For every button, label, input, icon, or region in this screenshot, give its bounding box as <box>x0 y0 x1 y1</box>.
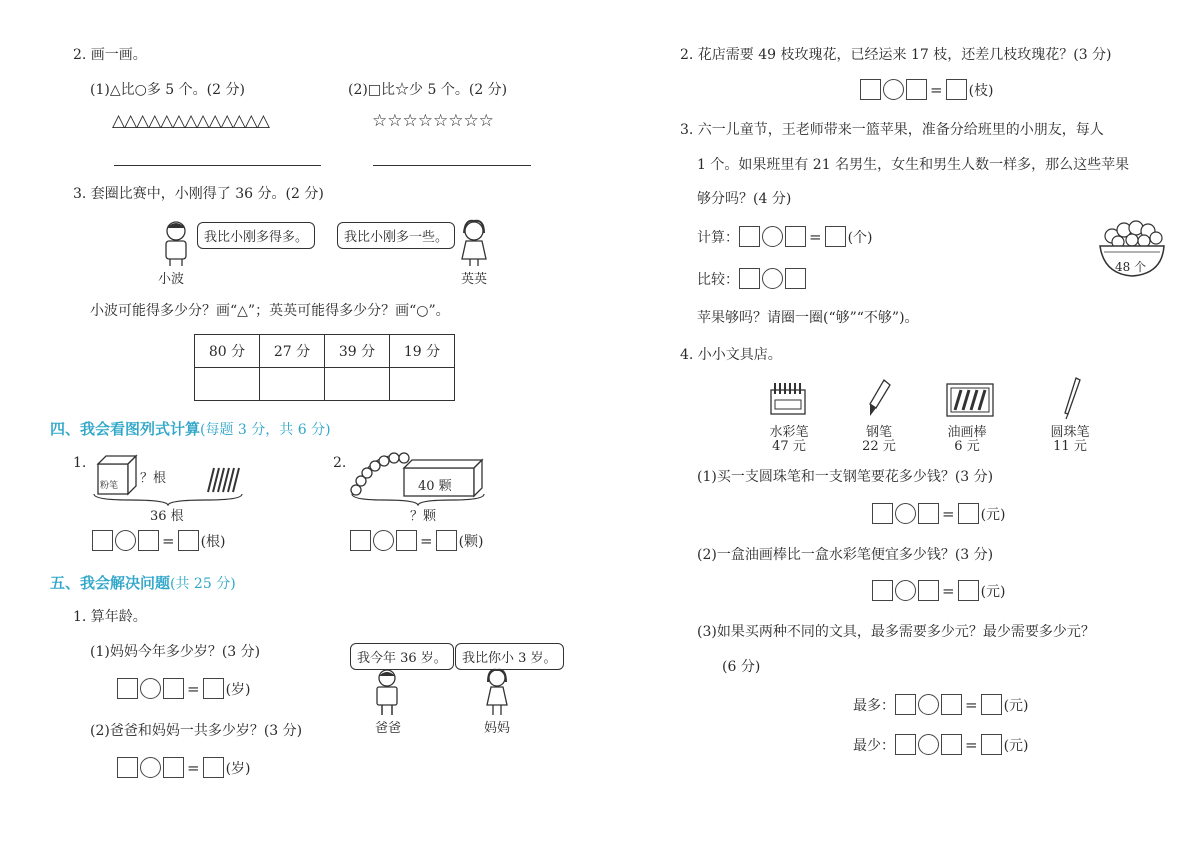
question-2-part-2: (2)□比☆少 5 个。(2 分) <box>348 82 508 98</box>
answer-box[interactable] <box>958 580 979 601</box>
mom-figure <box>482 668 512 716</box>
answer-box[interactable] <box>350 530 371 551</box>
answer-box[interactable] <box>163 757 184 778</box>
question-2-title: 2. 画一画。 <box>73 47 147 63</box>
question-2-part-1: (1)△比○多 5 个。(2 分) <box>90 82 245 98</box>
item-name: 油画棒 <box>947 425 987 440</box>
section-4-heading <box>50 418 331 439</box>
item-name: 圆珠笔 <box>1050 425 1090 440</box>
unit-label: (元) <box>980 583 1006 600</box>
formula-r4-max: 最多： = (元) <box>853 695 1029 714</box>
q4-part-3: (3)如果买两种不同的文具，最多需要多少元？最少需要多少元？ <box>697 624 1095 640</box>
unit-label: (个) <box>847 229 873 246</box>
answer-box[interactable] <box>918 580 939 601</box>
answer-cell[interactable] <box>390 368 455 401</box>
operator-circle[interactable] <box>883 79 904 100</box>
operator-circle[interactable] <box>373 530 394 551</box>
compare-label: 比较： <box>697 271 739 288</box>
dad-figure <box>370 668 404 716</box>
bubble-dad: 我今年 36 岁。 <box>350 643 454 670</box>
operator-circle[interactable] <box>918 694 939 715</box>
item-price: 6 元 <box>954 439 980 454</box>
answer-box[interactable] <box>906 79 927 100</box>
answer-box[interactable] <box>739 226 760 247</box>
answer-box[interactable] <box>117 757 138 778</box>
answer-box[interactable] <box>941 734 962 755</box>
operator-circle[interactable] <box>895 580 916 601</box>
item-name: 钢笔 <box>865 425 892 440</box>
question-3-instruction: 小波可能得多少分？画“△”；英英可能得多少分？画“○”。 <box>90 303 450 319</box>
right-question-3-line-1: 3. 六一儿童节，王老师带来一篮苹果，准备分给班里的小朋友，每人 <box>680 122 1104 138</box>
answer-box[interactable] <box>178 530 199 551</box>
answer-box[interactable] <box>163 678 184 699</box>
answer-box[interactable] <box>138 530 159 551</box>
unit-label: (岁) <box>225 760 251 777</box>
answer-line-1[interactable] <box>114 165 321 166</box>
problem-2-number: 2. <box>333 455 347 471</box>
chalk-total-label: 36 根 <box>150 509 184 524</box>
name-mom: 妈妈 <box>484 721 511 736</box>
answer-box[interactable] <box>872 503 893 524</box>
item-price: 22 元 <box>862 439 896 454</box>
answer-box[interactable] <box>739 268 760 289</box>
bead-box-label: 40 颗 <box>418 479 452 494</box>
unit-label: (岁) <box>225 681 251 698</box>
answer-line-2[interactable] <box>373 165 531 166</box>
question-3-title: 3. 套圈比赛中，小刚得了 36 分。(2 分) <box>73 186 324 202</box>
answer-cell[interactable] <box>195 368 260 401</box>
answer-box[interactable] <box>872 580 893 601</box>
calc-label: 计算： <box>697 229 739 246</box>
name-yingying: 英英 <box>461 272 488 287</box>
answer-box[interactable] <box>203 678 224 699</box>
section-5-note: (共 25 分) <box>170 576 236 592</box>
formula-r3-compare <box>697 268 806 289</box>
section-4-title: 四、我会看图列式计算 <box>50 420 201 438</box>
formula-r2: = (枝) <box>860 79 994 100</box>
problem-5-1-title: 1. 算年龄。 <box>73 609 147 625</box>
formula-5-1-1: = (岁) <box>117 678 251 699</box>
answer-box[interactable] <box>981 734 1002 755</box>
formula-r4-1: = (元) <box>872 503 1006 524</box>
triangle-row: △△△△△△△△△△△△△ <box>112 111 269 131</box>
fountain-pen-icon <box>866 378 892 418</box>
girl-yingying-figure <box>457 219 491 267</box>
section-5-title: 五、我会解决问题 <box>50 574 171 592</box>
unit-label: (颗) <box>458 533 484 550</box>
answer-box[interactable] <box>895 734 916 755</box>
score-cell: 19 分 <box>390 335 455 368</box>
bubble-yingying: 我比小刚多一些。 <box>337 222 455 249</box>
operator-circle[interactable] <box>140 757 161 778</box>
q4-part-1: (1)买一支圆珠笔和一支钢笔要花多少钱？(3 分) <box>697 469 994 485</box>
formula-4-2: = (颗) <box>350 530 484 551</box>
operator-circle[interactable] <box>140 678 161 699</box>
right-question-2-title: 2. 花店需要 49 枝玫瑰花，已经运来 17 枝，还差几枝玫瑰花？(3 分) <box>680 47 1112 63</box>
bubble-mom: 我比你小 3 岁。 <box>455 643 564 670</box>
q4-part-2: (2)一盒油画棒比一盒水彩笔便宜多少钱？(3 分) <box>697 547 994 563</box>
operator-circle[interactable] <box>918 734 939 755</box>
watercolor-pen-icon <box>769 380 807 416</box>
chalk-box-label: 粉笔 <box>100 481 119 491</box>
answer-box[interactable] <box>92 530 113 551</box>
problem-1-number: 1. <box>73 455 87 471</box>
right-question-4-title: 4. 小小文具店。 <box>680 347 782 363</box>
oil-pastel-icon <box>945 380 997 418</box>
problem-5-1-part-1: (1)妈妈今年多少岁？(3 分) <box>90 644 261 660</box>
answer-box[interactable] <box>785 226 806 247</box>
answer-box[interactable] <box>895 694 916 715</box>
q4-part-3-score: (6 分) <box>722 659 761 675</box>
problem-5-1-part-2: (2)爸爸和妈妈一共多少岁？(3 分) <box>90 723 303 739</box>
chalk-total-brace <box>90 492 250 506</box>
operator-circle[interactable] <box>762 268 783 289</box>
unit-label: (根) <box>200 533 226 550</box>
answer-box[interactable] <box>396 530 417 551</box>
enough-question: 苹果够吗？请圈一圈(“够”“不够”)。 <box>697 310 919 326</box>
basket-label: 48 个 <box>1115 260 1147 274</box>
item-name: 水彩笔 <box>769 425 809 440</box>
boy-xiaobo-figure <box>158 219 194 267</box>
answer-box[interactable] <box>203 757 224 778</box>
star-row: ☆☆☆☆☆☆☆☆ <box>372 111 494 131</box>
unit-label: (元) <box>1003 737 1029 754</box>
section-4-note: (每题 3 分，共 6 分) <box>200 422 331 438</box>
max-label: 最多： <box>853 697 895 714</box>
unit-label: (元) <box>1003 697 1029 714</box>
right-question-3-line-3: 够分吗？(4 分) <box>697 191 792 207</box>
unit-label: (元) <box>980 506 1006 523</box>
score-cell: 80 分 <box>195 335 260 368</box>
name-dad: 爸爸 <box>375 721 402 736</box>
bubble-xiaobo: 我比小刚多得多。 <box>197 222 315 249</box>
section-5-heading <box>50 572 236 593</box>
score-cell: 27 分 <box>260 335 325 368</box>
answer-box[interactable] <box>946 79 967 100</box>
formula-5-1-2: = (岁) <box>117 757 251 778</box>
score-table <box>194 334 455 401</box>
answer-box[interactable] <box>860 79 881 100</box>
formula-4-1: = (根) <box>92 530 226 551</box>
formula-r4-min: 最少： = (元) <box>853 735 1029 754</box>
name-xiaobo: 小波 <box>158 272 185 287</box>
bead-total-label: ？颗 <box>410 509 437 524</box>
answer-box[interactable] <box>117 678 138 699</box>
unit-label: (枝) <box>968 82 994 99</box>
formula-r3-calc: 计算： = (个) <box>697 227 873 246</box>
right-question-3-line-2: 1 个。如果班里有 21 名男生，女生和男生人数一样多，那么这些苹果 <box>697 157 1130 173</box>
answer-box[interactable] <box>785 268 806 289</box>
operator-circle[interactable] <box>115 530 136 551</box>
bead-total-brace <box>348 492 488 506</box>
item-price: 47 元 <box>772 439 806 454</box>
answer-box[interactable] <box>941 694 962 715</box>
answer-cell[interactable] <box>260 368 325 401</box>
answer-cell[interactable] <box>325 368 390 401</box>
formula-r4-2: = (元) <box>872 580 1006 601</box>
answer-box[interactable] <box>981 694 1002 715</box>
answer-box[interactable] <box>436 530 457 551</box>
chalk-question-label: ？根 <box>140 471 167 486</box>
min-label: 最少： <box>853 737 895 754</box>
answer-box[interactable] <box>825 226 846 247</box>
operator-circle[interactable] <box>762 226 783 247</box>
answer-box[interactable] <box>958 503 979 524</box>
operator-circle[interactable] <box>895 503 916 524</box>
score-cell: 39 分 <box>325 335 390 368</box>
ballpoint-pen-icon <box>1060 376 1084 420</box>
item-price: 11 元 <box>1053 439 1087 454</box>
answer-box[interactable] <box>918 503 939 524</box>
